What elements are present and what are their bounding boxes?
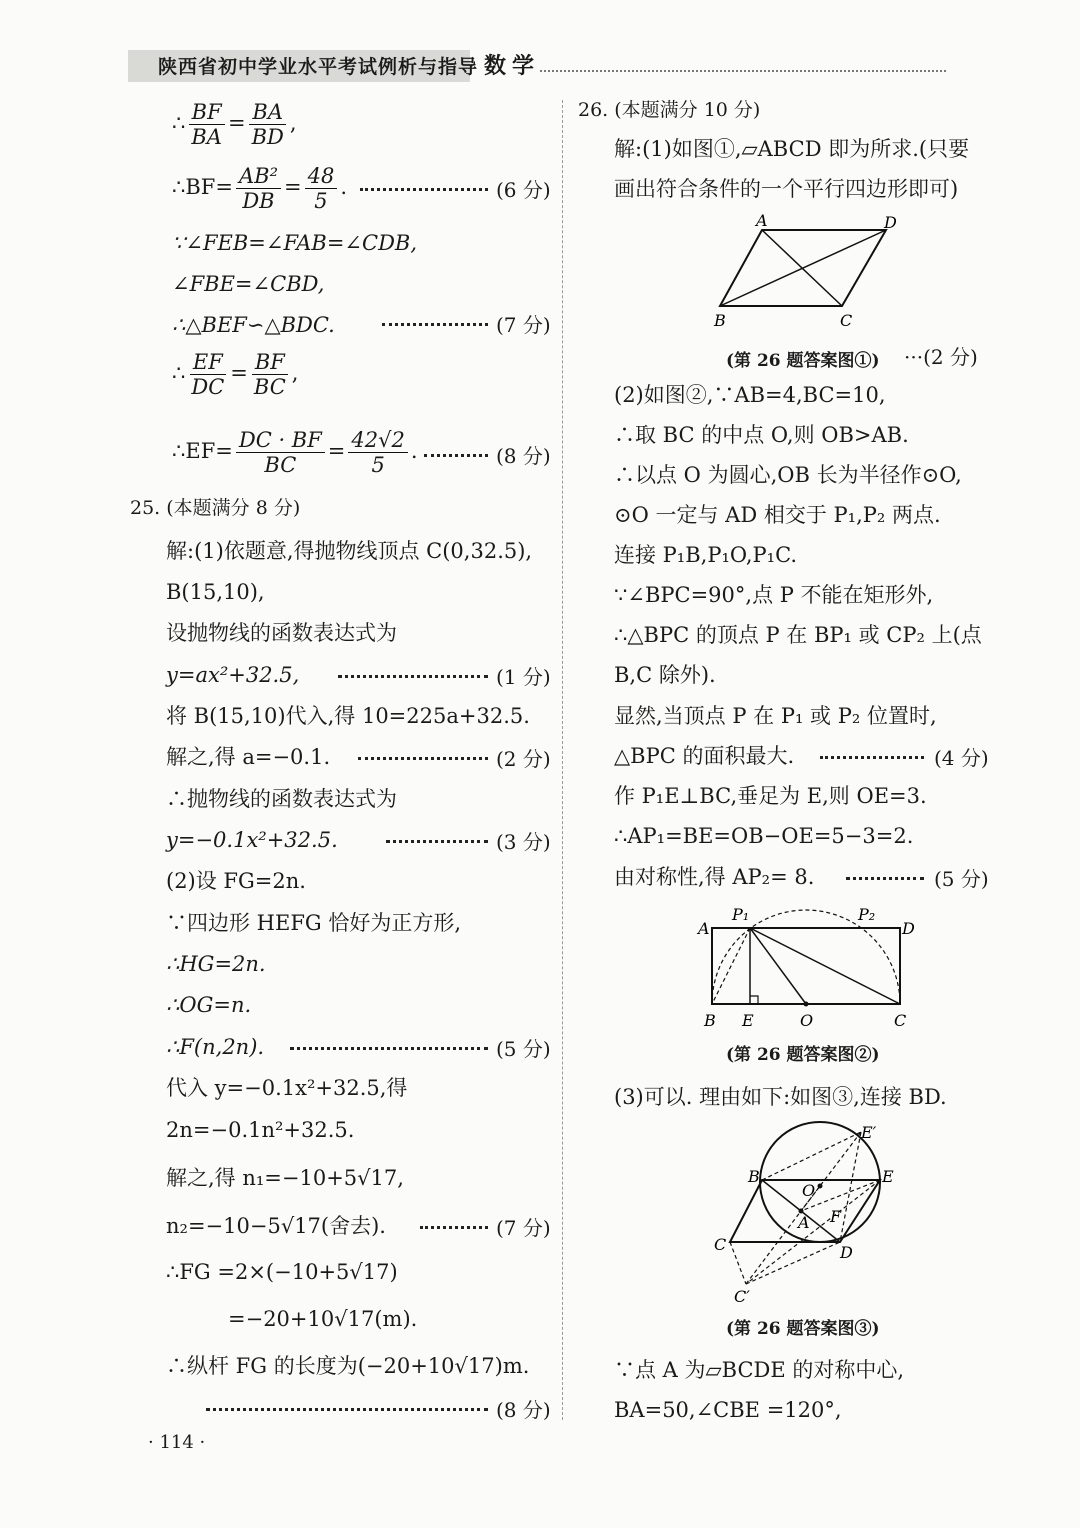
fig3-label-d: D xyxy=(840,1243,853,1262)
figure-2-rectangle xyxy=(694,900,924,1036)
fig3-label-o: O xyxy=(802,1181,816,1200)
fig3-label-e1: E′ xyxy=(861,1123,877,1142)
subject-label: 数学 xyxy=(484,53,541,79)
q25-line: 解之,得 a=−0.1. xyxy=(166,745,331,769)
q25-line: 设抛物线的函数表达式为 xyxy=(166,621,397,645)
dot-leader xyxy=(290,1047,488,1050)
dot-leader xyxy=(420,1226,488,1229)
dot-leader xyxy=(358,757,488,760)
book-title: 陕西省初中学业水平考试例析与指导 xyxy=(158,56,479,78)
q25-line: B(15,10), xyxy=(166,580,265,604)
equation-line-3: ∴ $\frac{EF}{DC}$ = $\frac{BF}{BC}$ , xyxy=(172,350,299,399)
equation-line-4: ∴EF= $\frac{DC \cdot BF}{BC}$ = $\frac{42√2}{5}$ . xyxy=(172,428,418,477)
q25-line: ∴抛物线的函数表达式为 xyxy=(166,787,397,811)
q25-line: ∴F(n,2n). xyxy=(166,1035,265,1059)
score-6: (6 分) xyxy=(496,178,551,202)
fig1-label-c: C xyxy=(840,311,853,330)
q25-line: (2)设 FG=2n. xyxy=(166,869,306,893)
q25-line: ∴纵杆 FG 的长度为(−20+10√17)m. xyxy=(166,1354,530,1378)
score-5: (5 分) xyxy=(496,1037,551,1061)
q25-line: ∴FG =2×(−10+5√17) xyxy=(166,1260,398,1284)
line-angle-1: ∵∠FEB=∠FAB=∠CDB, xyxy=(172,231,418,255)
q26-line: ∵点 A 为▱BCDE 的对称中心, xyxy=(614,1358,905,1382)
q26-line: 作 P₁E⊥BC,垂足为 E,则 OE=3. xyxy=(614,784,927,808)
equation-line-1: ∴ $\frac{BF}{BA}$ = $\frac{BA}{BD}$ , xyxy=(172,100,297,149)
score-8: (8 分) xyxy=(496,444,551,468)
score-8b: (8 分) xyxy=(496,1398,551,1422)
fig3-label-e: E xyxy=(882,1167,894,1186)
q26-line: 画出符合条件的一个平行四边形即可) xyxy=(614,177,959,201)
q26-line: 显然,当顶点 P 在 P₁ 或 P₂ 位置时, xyxy=(614,704,937,728)
score-2b: ···(2 分) xyxy=(904,345,978,369)
fig3-label-c: C xyxy=(714,1235,727,1254)
header-rule xyxy=(540,70,946,72)
fig1-caption: (第 26 题答案图①) xyxy=(726,351,880,371)
q26-line: △BPC 的面积最大. xyxy=(614,744,795,768)
dot-leader xyxy=(386,840,488,843)
fig3-label-a: A xyxy=(798,1213,810,1232)
score-3: (3 分) xyxy=(496,830,551,854)
q26-line: ∴以点 O 为圆心,OB 长为半径作⊙O, xyxy=(614,463,962,487)
q26-line: 连接 P₁B,P₁O,P₁C. xyxy=(614,543,798,567)
score-4: (4 分) xyxy=(934,746,989,770)
q25-line: n₂=−10−5√17(舍去). xyxy=(166,1214,386,1238)
q26-line: BA=50,∠CBE =120°, xyxy=(614,1398,842,1422)
q26-line: ∴取 BC 的中点 O,则 OB>AB. xyxy=(614,423,909,447)
fig2-caption: (第 26 题答案图②) xyxy=(726,1045,880,1065)
q26-line: (3)可以. 理由如下:如图③,连接 BD. xyxy=(614,1085,947,1109)
dot-leader xyxy=(360,188,488,191)
q25-line: =−20+10√17(m). xyxy=(228,1307,418,1331)
dot-leader xyxy=(846,877,924,880)
fig3-label-f: F xyxy=(830,1207,842,1226)
fig2-label-e: E xyxy=(742,1011,754,1030)
q25-line: ∴OG=n. xyxy=(166,993,252,1017)
score-1: (1 分) xyxy=(496,665,551,689)
q25-line: ∵四边形 HEFG 恰好为正方形, xyxy=(166,911,462,935)
figure-1-parallelogram xyxy=(706,210,906,332)
equation-line-2: ∴BF= $\frac{\text{AB²}}{DB}$ = $\frac{48}{5}$ . xyxy=(172,164,348,213)
score-7: (7 分) xyxy=(496,313,551,337)
line-angle-2: ∠FBE=∠CBD, xyxy=(172,272,325,296)
q25-line: 代入 y=−0.1x²+32.5,得 xyxy=(166,1076,408,1100)
score-7b: (7 分) xyxy=(496,1216,551,1240)
fig2-label-p2: P₂ xyxy=(858,905,876,924)
fig2-label-b: B xyxy=(704,1011,716,1030)
q25-line: y=−0.1x²+32.5. xyxy=(166,828,338,852)
fig2-label-p1: P₁ xyxy=(732,905,750,924)
fig2-label-o: O xyxy=(800,1011,814,1030)
dot-leader xyxy=(338,675,488,678)
q25-line: ∴HG=2n. xyxy=(166,952,266,976)
score-2: (2 分) xyxy=(496,747,551,771)
fig3-label-b: B xyxy=(748,1167,760,1186)
fig1-label-a: A xyxy=(756,211,768,230)
column-divider xyxy=(562,100,563,1420)
q25-line: 解:(1)依题意,得抛物线顶点 C(0,32.5), xyxy=(166,539,533,563)
q26-line: ⊙O 一定与 AD 相交于 P₁,P₂ 两点. xyxy=(614,503,941,527)
fig1-label-b: B xyxy=(714,311,726,330)
q26-line: (2)如图②,∵AB=4,BC=10, xyxy=(614,383,886,407)
q26-line: ∴AP₁=BE=OB−OE=5−3=2. xyxy=(614,824,914,848)
q26-title: 26. (本题满分 10 分) xyxy=(578,99,761,121)
q25-line: 2n=−0.1n²+32.5. xyxy=(166,1118,355,1142)
q26-line: 由对称性,得 AP₂= 8. xyxy=(614,865,815,889)
score-5b: (5 分) xyxy=(934,867,989,891)
figure-3-circle xyxy=(706,1116,906,1308)
page-number: · 114 · xyxy=(148,1432,206,1453)
q25-title: 25. (本题满分 8 分) xyxy=(130,497,301,519)
fig2-label-a: A xyxy=(698,919,710,938)
q26-line: ∵∠BPC=90°,点 P 不能在矩形外, xyxy=(614,583,934,607)
q25-line: 将 B(15,10)代入,得 10=225a+32.5. xyxy=(166,704,530,728)
fig3-caption: (第 26 题答案图③) xyxy=(726,1319,880,1339)
fig3-label-c1: C′ xyxy=(734,1287,750,1306)
q25-line: 解之,得 n₁=−10+5√17, xyxy=(166,1166,404,1190)
fig2-label-c: C xyxy=(894,1011,907,1030)
dot-leader xyxy=(206,1408,488,1411)
dot-leader xyxy=(424,454,488,457)
dot-leader xyxy=(382,323,488,326)
q26-line: 解:(1)如图①,▱ABCD 即为所求.(只要 xyxy=(614,137,970,161)
q26-line: B,C 除外). xyxy=(614,663,716,687)
q25-line: y=ax²+32.5, xyxy=(166,663,300,687)
q26-line: ∴△BPC 的顶点 P 在 BP₁ 或 CP₂ 上(点 xyxy=(614,623,982,647)
dot-leader xyxy=(820,756,924,759)
fig2-label-d: D xyxy=(902,919,915,938)
fig1-label-d: D xyxy=(884,213,897,232)
line-similar: ∴△BEF∽△BDC. xyxy=(172,313,335,337)
